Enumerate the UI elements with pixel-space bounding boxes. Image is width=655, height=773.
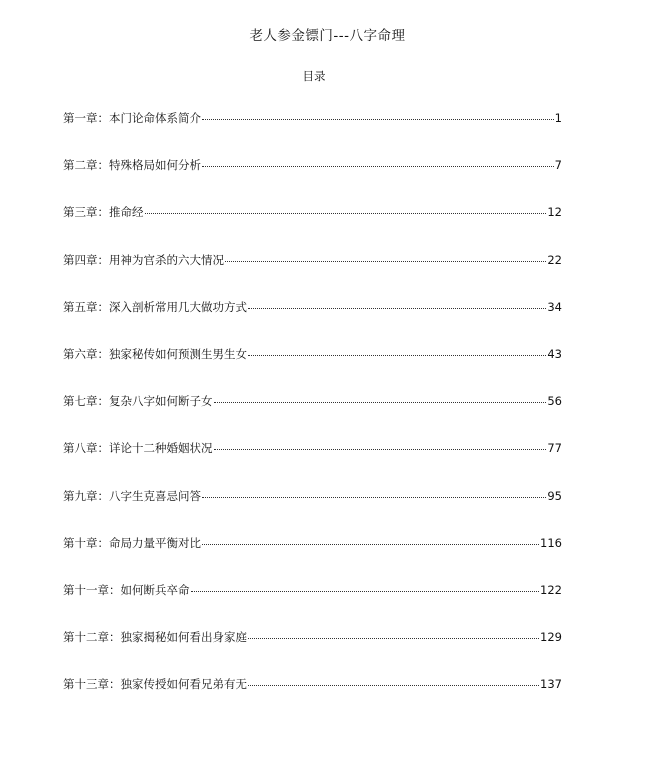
- toc-dot-leader: [248, 638, 539, 639]
- toc-chapter-number: 第十三章：: [63, 677, 121, 692]
- toc-chapter-title: 独家揭秘如何看出身家庭: [120, 630, 247, 645]
- toc-dot-leader: [214, 402, 547, 403]
- toc-entry[interactable]: [63, 393, 562, 440]
- toc-chapter-number: 第十二章：: [63, 630, 121, 645]
- toc-dot-leader: [248, 308, 546, 309]
- toc-dot-leader: [191, 591, 540, 592]
- toc-dot-leader: [202, 497, 546, 498]
- toc-entry[interactable]: [63, 440, 562, 487]
- toc-dot-leader: [248, 355, 546, 356]
- toc-page-number: 56: [547, 394, 562, 409]
- toc-dot-leader: [225, 261, 546, 262]
- toc-dot-leader: [202, 544, 539, 545]
- toc-entry[interactable]: [63, 582, 562, 629]
- toc-dot-leader: [202, 119, 554, 120]
- document-title: 老人参金镖门---八字命理: [249, 28, 406, 44]
- toc-page-number: 129: [540, 630, 562, 645]
- toc-entry[interactable]: [63, 676, 562, 723]
- toc-page-number: 77: [547, 441, 562, 456]
- toc-chapter-title: 特殊格局如何分析: [109, 158, 201, 173]
- toc-heading: 目录: [302, 69, 326, 83]
- toc-dot-leader: [145, 213, 547, 214]
- toc-chapter-title: 命局力量平衡对比: [109, 535, 201, 550]
- toc-chapter-title: 如何断兵卒命: [120, 582, 190, 597]
- toc-chapter-number: 第三章：: [63, 205, 109, 220]
- toc-chapter-number: 第十一章：: [63, 582, 121, 597]
- toc-chapter-title: 详论十二种婚姻状况: [109, 441, 213, 456]
- toc-dot-leader: [248, 685, 539, 686]
- table-of-contents: [63, 110, 562, 723]
- toc-entry[interactable]: [63, 535, 562, 582]
- toc-page-number: 12: [547, 205, 562, 220]
- toc-page-number: 7: [554, 158, 562, 173]
- toc-page-number: 122: [540, 582, 562, 597]
- toc-page-number: 1: [554, 111, 562, 125]
- toc-page-number: 95: [547, 488, 562, 503]
- toc-entry[interactable]: [63, 252, 562, 299]
- toc-entry[interactable]: [63, 110, 562, 157]
- toc-chapter-title: 复杂八字如何断子女: [109, 394, 213, 409]
- toc-entry[interactable]: [63, 157, 562, 204]
- toc-chapter-title: 八字生克喜忌问答: [109, 488, 201, 503]
- toc-chapter-title: 深入剖析常用几大做功方式: [109, 299, 247, 314]
- toc-dot-leader: [202, 166, 554, 167]
- toc-chapter-title: 本门论命体系简介: [109, 111, 201, 125]
- toc-entry[interactable]: [63, 629, 562, 676]
- toc-chapter-number: 第四章：: [63, 252, 109, 267]
- toc-chapter-number: 第七章：: [63, 394, 109, 409]
- toc-dot-leader: [214, 449, 547, 450]
- toc-chapter-number: 第一章：: [63, 111, 109, 125]
- toc-chapter-number: 第九章：: [63, 488, 109, 503]
- toc-chapter-number: 第八章：: [63, 441, 109, 456]
- toc-chapter-number: 第十章：: [63, 535, 109, 550]
- toc-entry[interactable]: [63, 488, 562, 535]
- toc-page-number: 116: [540, 535, 562, 550]
- toc-chapter-number: 第六章：: [63, 346, 109, 361]
- toc-entry[interactable]: [63, 204, 562, 251]
- toc-page-number: 22: [547, 252, 562, 267]
- toc-chapter-title: 推命经: [109, 205, 144, 220]
- toc-chapter-title: 独家秘传如何预测生男生女: [109, 346, 247, 361]
- toc-chapter-number: 第二章：: [63, 158, 109, 173]
- toc-chapter-title: 独家传授如何看兄弟有无: [120, 677, 247, 692]
- toc-page-number: 137: [540, 677, 562, 692]
- toc-chapter-title: 用神为官杀的六大情况: [109, 252, 224, 267]
- toc-page-number: 43: [547, 346, 562, 361]
- toc-entry[interactable]: [63, 299, 562, 346]
- toc-chapter-number: 第五章：: [63, 299, 109, 314]
- toc-entry[interactable]: [63, 346, 562, 393]
- toc-page-number: 34: [547, 299, 562, 314]
